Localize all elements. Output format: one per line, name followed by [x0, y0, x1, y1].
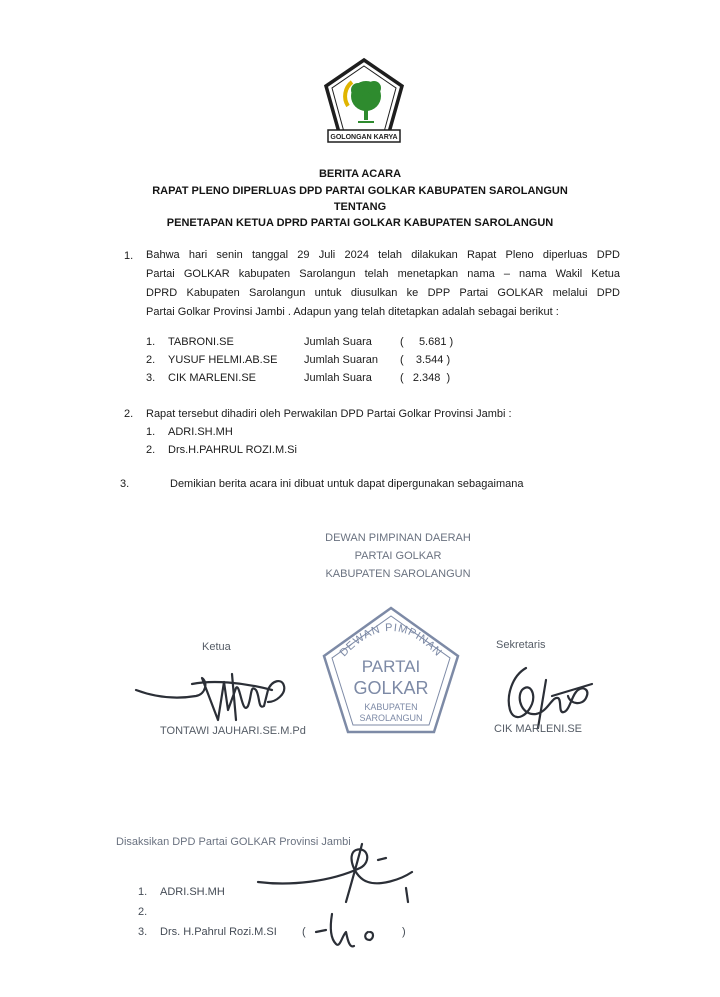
item-2-number: 2. — [124, 408, 134, 420]
candidate-number: 1. — [146, 336, 156, 348]
golkar-logo — [322, 56, 406, 148]
stamp-sub-1: KABUPATEN — [364, 702, 418, 712]
attendee-number: 1. — [146, 426, 156, 438]
candidate-name: TABRONI.SE — [168, 336, 234, 348]
item-1-paragraph — [146, 246, 620, 322]
candidate-name: CIK MARLENI.SE — [168, 372, 257, 384]
item-1-number: 1. — [124, 250, 134, 262]
witness-close-paren: ) — [402, 926, 406, 938]
candidate-vote-label: Jumlah Suaran — [304, 354, 378, 366]
paragraph-line: Bahwa hari senin tanggal 29 Juli 2024 telah dilakukan Rapat Pleno diperluas DPD — [146, 249, 620, 261]
item-3-text: Demikian berita acara ini dibuat untuk dapat dipergunakan sebagaimana — [170, 478, 524, 490]
ketua-name: TONTAWI JAUHARI.SE.M.Pd — [160, 725, 306, 737]
org-line-2: PARTAI GOLKAR — [354, 550, 442, 562]
paragraph-line: Partai GOLKAR kabupaten Sarolangun telah menetapkan nama – nama Wakil Ketua — [146, 268, 620, 280]
paragraph-line: Partai Golkar Provinsi Jambi . Adapun yang telah ditetapkan adalah sebagai berikut : — [146, 306, 559, 318]
candidate-votes: ( 2.348 ) — [400, 372, 451, 384]
stamp-main-2: GOLKAR — [353, 678, 429, 698]
witness-name: ADRI.SH.MH — [160, 886, 225, 898]
witness-3-signature — [312, 910, 382, 952]
attendee-number: 2. — [146, 444, 156, 456]
candidate-number: 3. — [146, 372, 156, 384]
sekretaris-role: Sekretaris — [496, 639, 546, 651]
witness-open-paren: ( — [302, 926, 306, 938]
candidate-name: YUSUF HELMI.AB.SE — [168, 354, 278, 366]
stamp-arc-text: DEWAN PIMPINAN — [337, 621, 445, 660]
ketua-signature — [132, 660, 302, 732]
stamp-main-1: PARTAI — [361, 657, 421, 676]
org-line-3: KABUPATEN SAROLANGUN — [325, 568, 471, 580]
ketua-role: Ketua — [202, 641, 231, 653]
heading-line-3: TENTANG — [333, 201, 387, 213]
candidate-votes: ( 5.681 ) — [400, 336, 454, 348]
heading-line-4: PENETAPAN KETUA DPRD PARTAI GOLKAR KABUPATEN SAROLANGUN — [166, 217, 554, 229]
org-line-1: DEWAN PIMPINAN DAERAH — [325, 532, 471, 544]
candidate-vote-label: Jumlah Suara — [304, 336, 372, 348]
witness-number: 3. — [138, 926, 148, 938]
witness-number: 2. — [138, 906, 148, 918]
heading-line-2: RAPAT PLENO DIPERLUAS DPD PARTAI GOLKAR KABUPATEN SAROLANGUN — [152, 185, 568, 197]
paragraph-line: DPRD Kabupaten Sarolangun untuk diusulkan ke DPP Partai GOLKAR melalui DPD — [146, 287, 620, 299]
candidate-number: 2. — [146, 354, 156, 366]
candidate-votes: ( 3.544 ) — [400, 354, 451, 366]
stamp-sub-2: SAROLANGUN — [359, 713, 423, 723]
candidate-vote-label: Jumlah Suara — [304, 372, 372, 384]
svg-text:DEWAN PIMPINAN — [338, 622, 445, 659]
document-title: BERITA ACARA — [318, 168, 402, 180]
logo-caption: GOLONGAN KARYA — [330, 134, 398, 141]
witness-number: 1. — [138, 886, 148, 898]
item-2-text: Rapat tersebut dihadiri oleh Perwakilan DPD Partai Golkar Provinsi Jambi : — [146, 408, 512, 420]
witness-name: Drs. H.Pahrul Rozi.M.SI — [160, 926, 277, 938]
witness-1-signature — [250, 838, 420, 906]
attendee-name: ADRI.SH.MH — [168, 426, 233, 438]
item-3-number: 3. — [120, 478, 130, 490]
sekretaris-name: CIK MARLENI.SE — [494, 723, 583, 735]
witness-title: Disaksikan DPD Partai GOLKAR Provinsi Jambi — [116, 836, 351, 848]
attendee-name: Drs.H.PAHRUL ROZI.M.Si — [168, 444, 297, 456]
party-stamp — [318, 604, 464, 738]
